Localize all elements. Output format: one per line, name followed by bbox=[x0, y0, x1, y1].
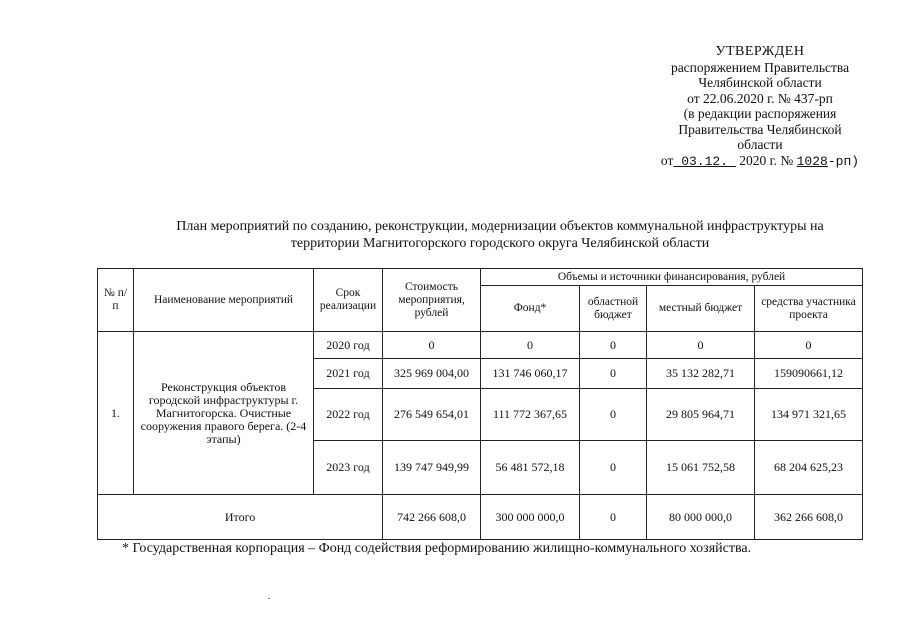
cell-local: 29 805 964,71 bbox=[647, 389, 755, 441]
header-local: местный бюджет bbox=[647, 286, 755, 332]
header-funding-group: Объемы и источники финансирования, рублей bbox=[481, 269, 863, 286]
cell-local: 0 bbox=[647, 332, 755, 359]
table-row bbox=[98, 332, 863, 359]
revision-date-value: 03.12. bbox=[681, 153, 729, 169]
revision-year: 2020 г. № bbox=[739, 152, 794, 168]
cell-participant: 134 971 321,65 bbox=[755, 389, 863, 441]
cell-cost: 325 969 004,00 bbox=[383, 359, 481, 389]
revision-suffix: -рп) bbox=[827, 153, 860, 169]
header-name: Наименование мероприятий bbox=[134, 269, 314, 332]
revision-number: 1028 bbox=[796, 153, 828, 169]
header-regional: областной бюджет bbox=[580, 286, 647, 332]
total-row bbox=[98, 495, 863, 540]
row-number: 1. bbox=[98, 332, 134, 495]
cell-participant: 68 204 625,23 bbox=[755, 441, 863, 495]
total-regional: 0 bbox=[580, 495, 647, 540]
approval-line: Правительства Челябинской bbox=[678, 121, 842, 137]
header-fund: Фонд* bbox=[481, 286, 580, 332]
cell-cost: 276 549 654,01 bbox=[383, 389, 481, 441]
total-fund: 300 000 000,0 bbox=[481, 495, 580, 540]
cell-cost: 0 bbox=[383, 332, 481, 359]
approval-line: Челябинской области bbox=[698, 75, 822, 90]
approval-heading: УТВЕРЖДЕН bbox=[715, 44, 805, 59]
cell-fund: 131 746 060,17 bbox=[481, 359, 580, 389]
approval-line: области bbox=[737, 137, 783, 152]
title-line: План мероприятий по созданию, реконструкции, модернизации объектов коммунальной инфраструктуры на bbox=[176, 219, 824, 234]
cell-local: 35 132 282,71 bbox=[647, 359, 755, 389]
approval-line: от 22.06.2020 г. № 437-рп bbox=[687, 90, 833, 106]
cell-fund: 56 481 572,18 bbox=[481, 441, 580, 495]
plan-table bbox=[97, 268, 863, 540]
cell-year: 2020 год bbox=[314, 332, 383, 359]
total-participant: 362 266 608,0 bbox=[755, 495, 863, 540]
cell-regional: 0 bbox=[580, 359, 647, 389]
title-line: территории Магнитогорского городского округа Челябинской области bbox=[290, 236, 710, 251]
scan-speck bbox=[268, 598, 270, 599]
header-participant: средства участника проекта bbox=[755, 286, 863, 332]
footnote: * Государственная корпорация – Фонд содействия реформированию жилищно-коммунального хозяйства. bbox=[122, 541, 752, 556]
header-term: Срок реализации bbox=[314, 269, 383, 332]
approval-line: (в редакции распоряжения bbox=[683, 106, 837, 121]
cell-regional: 0 bbox=[580, 332, 647, 359]
cell-cost: 139 747 949,99 bbox=[383, 441, 481, 495]
cell-participant: 159090661,12 bbox=[755, 359, 863, 389]
total-cost: 742 266 608,0 bbox=[383, 495, 481, 540]
cell-fund: 111 772 367,65 bbox=[481, 389, 580, 441]
cell-participant: 0 bbox=[755, 332, 863, 359]
cell-regional: 0 bbox=[580, 389, 647, 441]
cell-year: 2023 год bbox=[314, 441, 383, 495]
total-local: 80 000 000,0 bbox=[647, 495, 755, 540]
header-num: № п/п bbox=[98, 269, 134, 332]
cell-year: 2022 год bbox=[314, 389, 383, 441]
cell-fund: 0 bbox=[481, 332, 580, 359]
cell-year: 2021 год bbox=[314, 359, 383, 389]
approval-block bbox=[640, 44, 880, 169]
cell-regional: 0 bbox=[580, 441, 647, 495]
revision-prefix: от bbox=[660, 152, 674, 168]
revision-date bbox=[673, 154, 735, 169]
total-label: Итого bbox=[98, 495, 383, 540]
approval-revision-line bbox=[640, 153, 880, 170]
cell-local: 15 061 752,58 bbox=[647, 441, 755, 495]
document-title bbox=[120, 218, 880, 252]
row-name: Реконструкция объектов городской инфраструктуры г. Магнитогорска. Очистные сооружения правого берега. (2-4 этапы) bbox=[134, 332, 314, 495]
approval-line: распоряжением Правительства bbox=[670, 59, 850, 75]
header-cost: Стоимость мероприятия, рублей bbox=[383, 269, 481, 332]
